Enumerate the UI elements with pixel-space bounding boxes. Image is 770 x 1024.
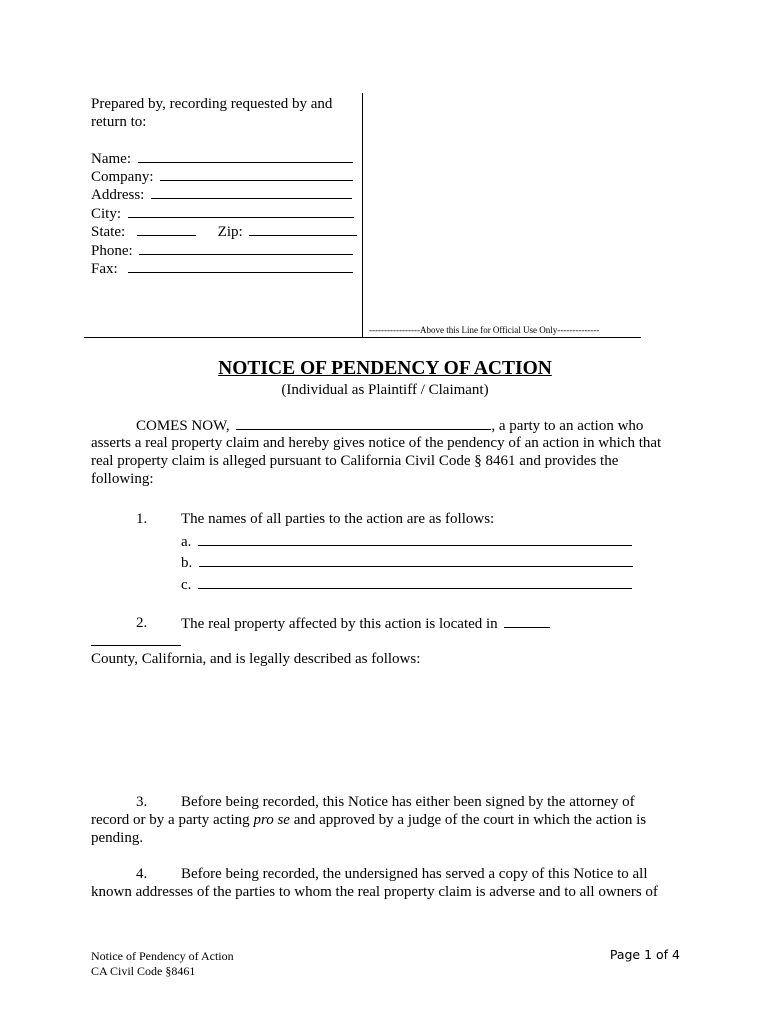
city-field[interactable] xyxy=(128,204,354,218)
item-1-number: 1. xyxy=(136,511,148,527)
document-subtitle: (Individual as Plaintiff / Claimant) xyxy=(281,382,489,398)
phone-field[interactable] xyxy=(139,241,353,255)
item-3-number: 3. xyxy=(136,794,148,810)
footer-code-reference: CA Civil Code §8461 xyxy=(91,964,196,978)
company-row xyxy=(91,167,353,187)
item-4-line-1: Before being recorded, the undersigned has served a copy of this Notice to all xyxy=(181,866,648,882)
fax-field[interactable] xyxy=(128,259,353,273)
item-4-number: 4. xyxy=(136,866,148,882)
party-a-field[interactable] xyxy=(198,532,632,546)
zip-label: Zip: xyxy=(217,224,243,240)
county-field-part-1[interactable] xyxy=(504,614,550,628)
intro-line-2: asserts a real property claim and hereby gives notice of the pendency of an action in which that xyxy=(91,435,662,451)
item-4-line-2: known addresses of the parties to whom the real property claim is adverse and to all owners of xyxy=(91,884,658,900)
item-2-line-2 xyxy=(91,632,181,652)
company-label: Company: xyxy=(91,169,154,185)
comes-now-text: COMES NOW, xyxy=(136,418,230,434)
party-row-b xyxy=(181,553,633,573)
name-label: Name: xyxy=(91,151,131,167)
intro-line-3: real property claim is alleged pursuant to California Civil Code § 8461 and provides the xyxy=(91,453,619,469)
party-row-a xyxy=(181,532,632,552)
party-b-label: b. xyxy=(181,555,193,571)
prepared-by-line-1: Prepared by, recording requested by and xyxy=(91,96,333,112)
address-field[interactable] xyxy=(151,185,352,199)
fax-row xyxy=(91,259,353,279)
county-field-part-2[interactable] xyxy=(91,632,181,646)
city-label: City: xyxy=(91,206,122,222)
name-row xyxy=(91,149,353,169)
prepared-by-line-2: return to: xyxy=(91,114,147,130)
address-row xyxy=(91,185,352,205)
item-3-line-2 xyxy=(91,811,646,830)
item-2-county-text: County, California, and is legally described as follows: xyxy=(91,651,421,667)
item-3-line-2-pre: record or by a party acting xyxy=(91,812,254,828)
intro-line-1-rest: , a party to an action who xyxy=(491,418,644,434)
item-1-text: The names of all parties to the action are as follows: xyxy=(181,511,495,527)
party-b-field[interactable] xyxy=(199,553,633,567)
item-2-text: The real property affected by this action is located in xyxy=(181,616,498,632)
fax-label: Fax: xyxy=(91,261,118,277)
city-row xyxy=(91,204,354,224)
intro-line-1 xyxy=(136,416,643,436)
name-field[interactable] xyxy=(138,149,353,163)
phone-row xyxy=(91,241,353,261)
document-title: NOTICE OF PENDENCY OF ACTION xyxy=(218,358,552,379)
party-a-label: a. xyxy=(181,534,192,550)
party-c-label: c. xyxy=(181,577,192,593)
official-use-label: -----------------Above this Line for Official Use Only-------------- xyxy=(369,325,600,335)
company-field[interactable] xyxy=(160,167,353,181)
phone-label: Phone: xyxy=(91,243,133,259)
zip-field[interactable] xyxy=(249,222,357,236)
state-zip-row xyxy=(91,222,357,242)
page-number: Page 1 of 4 xyxy=(609,947,680,962)
intro-line-4: following: xyxy=(91,471,154,487)
party-name-field[interactable] xyxy=(236,416,491,430)
address-label: Address: xyxy=(91,187,145,203)
state-label: State: xyxy=(91,224,126,240)
party-row-c xyxy=(181,575,632,595)
item-3-line-2-post: and approved by a judge of the court in which the action is xyxy=(289,812,647,828)
item-3-pro-se: pro se xyxy=(253,812,290,828)
header-vertical-divider xyxy=(362,93,363,337)
item-2-number: 2. xyxy=(136,615,148,631)
footer-document-name: Notice of Pendency of Action xyxy=(91,949,234,963)
item-2-line-1 xyxy=(181,614,550,634)
state-field[interactable] xyxy=(137,222,196,236)
party-c-field[interactable] xyxy=(198,575,632,589)
item-3-line-3: pending. xyxy=(91,830,144,846)
item-3-line-1: Before being recorded, this Notice has either been signed by the attorney of xyxy=(181,794,635,810)
header-horizontal-divider xyxy=(84,337,641,338)
